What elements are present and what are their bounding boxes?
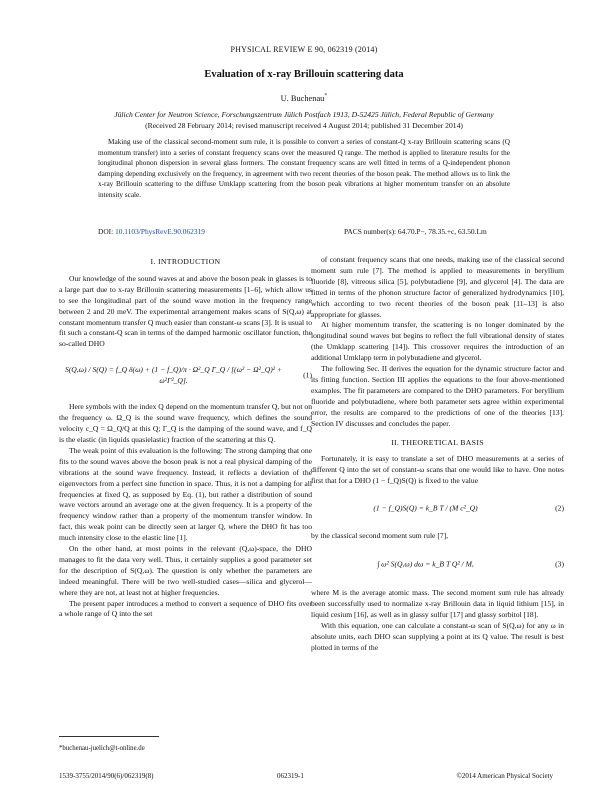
footer-issn: 1539-3755/2014/90(6)/062319(8) <box>59 772 154 780</box>
received-dates: (Received 28 February 2014; revised manuscript received 4 August 2014; published 31 December 2014) <box>145 121 463 130</box>
paragraph: The following Sec. II derives the equation for the dynamic structure factor and its fitting function. Section III applies the equations to the four above-mentioned examples. The fit parameters are compared to the DHO parameters. For beryllium fluoride and polybutadiene, where both parameter sets agree within experimental error, the results are compared to the predictions of one of the theories [13]. Section IV discusses and concludes the paper. <box>311 364 564 428</box>
paragraph: With this equation, one can calculate a constant-ω scan of S(Q,ω) for any ω in absolute units, each DHO scan supplying a point at its Q value. The result is best plotted in terms of the <box>311 620 564 652</box>
equation-2 <box>311 493 564 525</box>
author-line <box>0 93 608 103</box>
affiliation: Jülich Center for Neutron Science, Forschungszentrum Jülich Postfach 1913, D-52425 Jülich, Federal Republic of Germany <box>114 110 494 119</box>
author-footnote-mark[interactable]: * <box>324 93 328 99</box>
paragraph: The weak point of this evaluation is the following: The strong damping that one fits to the sound waves above the boson peak is not a real physical damping of the vibrations at the sound wave frequency. Instead, it reflects a deviation of the eigenvectors from a perfect sine function in space. Thus, it is not a damping for all frequencies at fixed Q, as supposed by Eq. (1), but rather a distribution of sound wave vectors around an average one at the given frequency. It is a property of the frequency window rather than a property of the momentum transfer window. In fact, this weak point can be directly seen at larger Q, where the DHO fit has too much intensity close to the elastic line [1]. <box>59 445 312 543</box>
paragraph: by the classical second moment sum rule [7], <box>311 531 449 541</box>
equation-number: (3) <box>555 559 564 569</box>
paragraph: On the other hand, at most points in the relevant (Q,ω)-space, the DHO manages to fit the data very well. Thus, it certainly supplies a good parameter set for the description of S(Q,ω). The question is only whether the parameters are indeed meaningful. There will be two well-studied cases—silica and glycerol—where they are not, at least not at higher frequencies. <box>59 544 312 597</box>
footnote-rule <box>59 736 159 737</box>
paragraph: Here symbols with the index Q depend on the momentum transfer Q, but not on the frequency ω. Ω_Q is the sound wave frequency, which defines the sound velocity c_Q = Ω_Q/Q at this Q; Γ_Q is the damping of the sound wave, and f_Q is the elastic (in liquids quasielastic) fraction of the scattering at this Q. <box>59 402 312 444</box>
equation-1 <box>59 356 312 396</box>
doi-link[interactable]: 10.1103/PhysRevE.90.062319 <box>115 227 205 236</box>
paragraph: where M is the average atomic mass. The second moment sum rule has already been successfully used to normalize x-ray Brillouin data in liquid lithium [15], in liquid cesium [16], as well as in glassy sulfur [17] and glassy sorbitol [18]. <box>311 588 564 619</box>
journal-header: PHYSICAL REVIEW E 90, 062319 (2014) <box>230 45 378 54</box>
paragraph: At higher momentum transfer, the scattering is no longer dominated by the longitudinal sound waves but begins to reflect the full vibrational density of states (the Umklapp scattering [14]). This crossover requires the introduction of an additional Umklapp term in polybutadiene and glycerol. <box>311 320 564 363</box>
footer-copyright: ©2014 American Physical Society <box>456 772 553 780</box>
pacs-numbers: PACS number(s): 64.70.P−, 78.35.+c, 63.50.Lm <box>344 227 487 236</box>
footnote: *buchenau-juelich@t-online.de <box>59 745 145 752</box>
equation-body: ∫ ω² S(Q,ω) dω = k_B T Q² / M, <box>377 559 474 569</box>
section-heading-introduction: I. INTRODUCTION <box>150 257 221 266</box>
right-column <box>311 255 564 653</box>
equation-number: (2) <box>555 503 564 513</box>
equation-number: (1) <box>303 370 312 380</box>
abstract: Making use of the classical second-moment sum rule, it is possible to convert a series of constant-Q x-ray Brillouin scattering scans (Q momentum transfer) into a series of constant frequency scans over the measured Q range. The method is applied to literature results for the longitudinal phonon dispersion in several glass formers. The constant frequency scans are well fitted in terms of a Q-independent phonon damping depending exclusively on the frequency, in agreement with two recent theories of the boson peak. The method allows us to link the x-ray Brillouin scattering to the diffuse Umklapp scattering from the boson peak vibrations at higher momentum transfer on an absolute intensity scale. <box>98 138 510 199</box>
paragraph: Fortunately, it is easy to translate a set of DHO measurements at a series of different Q into the set of constant-ω scans that one would like to have. One notes first that for a DHO (1 − f_Q)S(Q) is fixed to the value <box>311 454 564 486</box>
doi-label: DOI: <box>98 227 114 236</box>
paragraph: of constant frequency scans that one needs, making use of the classical second moment sum rule [7]. The method is applied to measurements in beryllium fluoride [8], vitreous silica [5], polybutadiene [9], and glycerol [4]. The data are fitted in terms of the phonon structure factor of generalized hydrodynamics [10], which according to two recent theories of the boson peak [11–13] is also appropriate for glasses. <box>311 255 564 319</box>
left-column <box>59 255 312 620</box>
paragraph: The present paper introduces a method to convert a sequence of DHO fits over a whole range of Q into the set <box>59 598 312 619</box>
paper-title: Evaluation of x-ray Brillouin scattering data <box>204 69 404 80</box>
author-name: U. Buchenau <box>280 93 325 103</box>
doi <box>98 227 205 236</box>
equation-3 <box>311 548 564 582</box>
section-heading-theoretical-basis: II. THEORETICAL BASIS <box>391 437 484 447</box>
equation-body: (1 − f_Q)S(Q) = k_B T / (M c²_Q) <box>373 503 478 513</box>
equation-body: S(Q,ω) / S(Q) = f_Q δ(ω) + (1 − f_Q)/π · Ω²_Q Γ_Q / [(ω² − Ω²_Q)² + ω²Γ²_Q]. <box>64 365 283 386</box>
paragraph: Our knowledge of the sound waves at and above the boson peak in glasses is to a large part due to x-ray Brillouin scattering measurements [1–6], which allow us to see the longitudinal part of the sound wave motion in the frequency range between 2 and 20 meV. The experimental arrangement makes scans of S(Q,ω) at constant momentum transfer Q much easier than constant-ω scans [3]. It is usual to fit such a constant-Q scan in terms of the damped harmonic oscillator function, the so-called DHO <box>59 273 312 349</box>
footer-page-number: 062319-1 <box>277 772 304 780</box>
